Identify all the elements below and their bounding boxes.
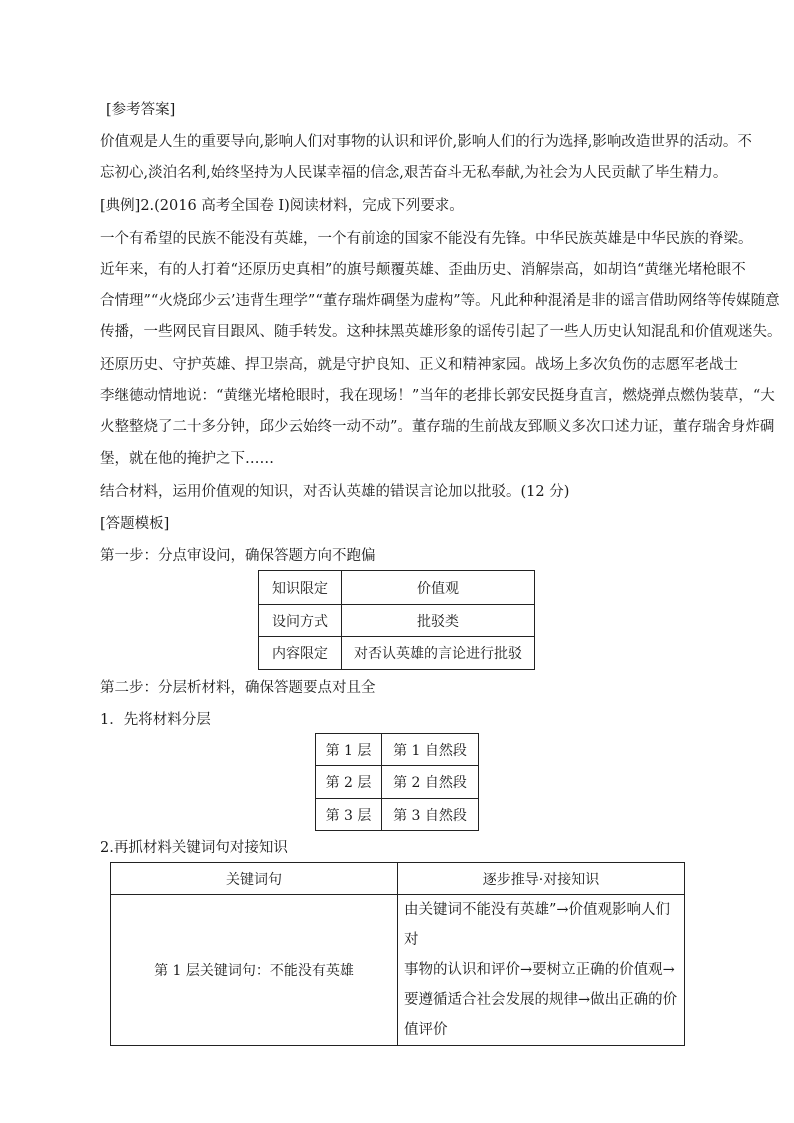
table-row [316,799,479,831]
table-cell: 第 3 层 [316,799,382,831]
table-header: 关键词句 [111,863,398,895]
table-cell: 内容限定 [259,637,342,670]
sub-heading-1: 1．先将材料分层 [100,712,211,728]
table-cell: 第 1 自然段 [382,734,479,766]
table-row [111,895,685,1046]
derivation-line: 值评价 [404,1022,448,1038]
material-line: 一个有希望的民族不能没有英雄，一个有前途的国家不能没有先锋。中华民族英雄是中华民族的脊梁。 [100,231,753,247]
step1-heading: 第一步：分点审设问，确保答题方向不跑偏 [100,548,376,564]
material-line: 传播，一些网民盲目跟风、随手转发。这种抹黑英雄形象的谣传引起了一些人历史认知混乱和价值观迷失。 [100,324,782,340]
template-label: [答题模板] [100,516,170,532]
table-cell: 批驳类 [342,605,535,637]
table-row [316,766,479,799]
table-row [316,734,479,766]
ref-answer-line-2: 忘初心,淡泊名利,始终坚持为人民谋幸福的信念,艰苦奋斗无私奉献,为社会为人民贡献了毕生精力。 [100,165,728,181]
table-row [259,637,535,670]
question-text: 结合材料，运用价值观的知识，对否认英雄的错误言论加以批驳。(12 分) [100,484,570,500]
material-line: 还原历史、守护英雄、捍卫崇高，就是守护良知、正义和精神家园。战场上多次负伤的志愿军老战士 [100,357,738,373]
material-line: 火整整烧了二十多分钟，邱少云始终一动不动”。董存瑞的生前战友郅顺义多次口述力证，董存瑞舍身炸碉 [100,419,775,435]
table-cell: 知识限定 [259,571,342,605]
table-row [259,605,535,637]
table-row [259,571,535,605]
sub-heading-2: 2.再抓材料关键词句对接知识 [100,840,288,856]
ref-answer-label: [参考答案] [106,102,176,118]
keyword-table [110,862,685,1046]
table-header: 逐步推导·对接知识 [398,863,685,895]
layer-table [315,733,479,831]
ref-answer-line-1: 价值观是人生的重要导向,影响人们对事物的认识和评价,影响人们的行为选择,影响改造世界的活动。不 [100,134,752,150]
table-cell: 第 1 层 [316,734,382,766]
table-cell-derivation [398,895,685,1046]
table-cell: 价值观 [342,571,535,605]
material-line: 近年来，有的人打着“还原历史真相”的旗号颠覆英雄、歪曲历史、消解崇高，如胡诌“黄继光堵枪眼不 [100,262,746,278]
table-cell: 对否认英雄的言论进行批驳 [342,637,535,670]
table-cell: 第 1 层关键词句：不能没有英雄 [111,895,398,1046]
material-line: 堡，就在他的掩护之下…… [100,451,274,467]
table-cell: 第 2 层 [316,766,382,799]
table-cell: 第 2 自然段 [382,766,479,799]
analysis-table [258,570,535,670]
table-cell: 第 3 自然段 [382,799,479,831]
derivation-line: 由关键词不能没有英雄”→价值观影响人们对 [404,902,671,948]
table-header-row [111,863,685,895]
example-heading: [典例]2.(2016 高考全国卷 I)阅读材料，完成下列要求。 [100,198,464,214]
material-line: 李继德动情地说：“黄继光堵枪眼时，我在现场！”当年的老排长郭安民挺身直言，燃烧弹点燃伪装草，“大 [100,388,775,404]
derivation-line: 要遵循适合社会发展的规律→做出正确的价 [404,992,678,1008]
derivation-line: 事物的认识和评价→要树立正确的价值观→ [404,962,675,978]
table-cell: 设问方式 [259,605,342,637]
material-line: 合情理”“火烧邱少云’违背生理学”“董存瑞炸碉堡为虚构”等。凡此种种混淆是非的谣言借助网络等传媒随意 [100,293,780,309]
step2-heading: 第二步：分层析材料，确保答题要点对且全 [100,680,376,696]
